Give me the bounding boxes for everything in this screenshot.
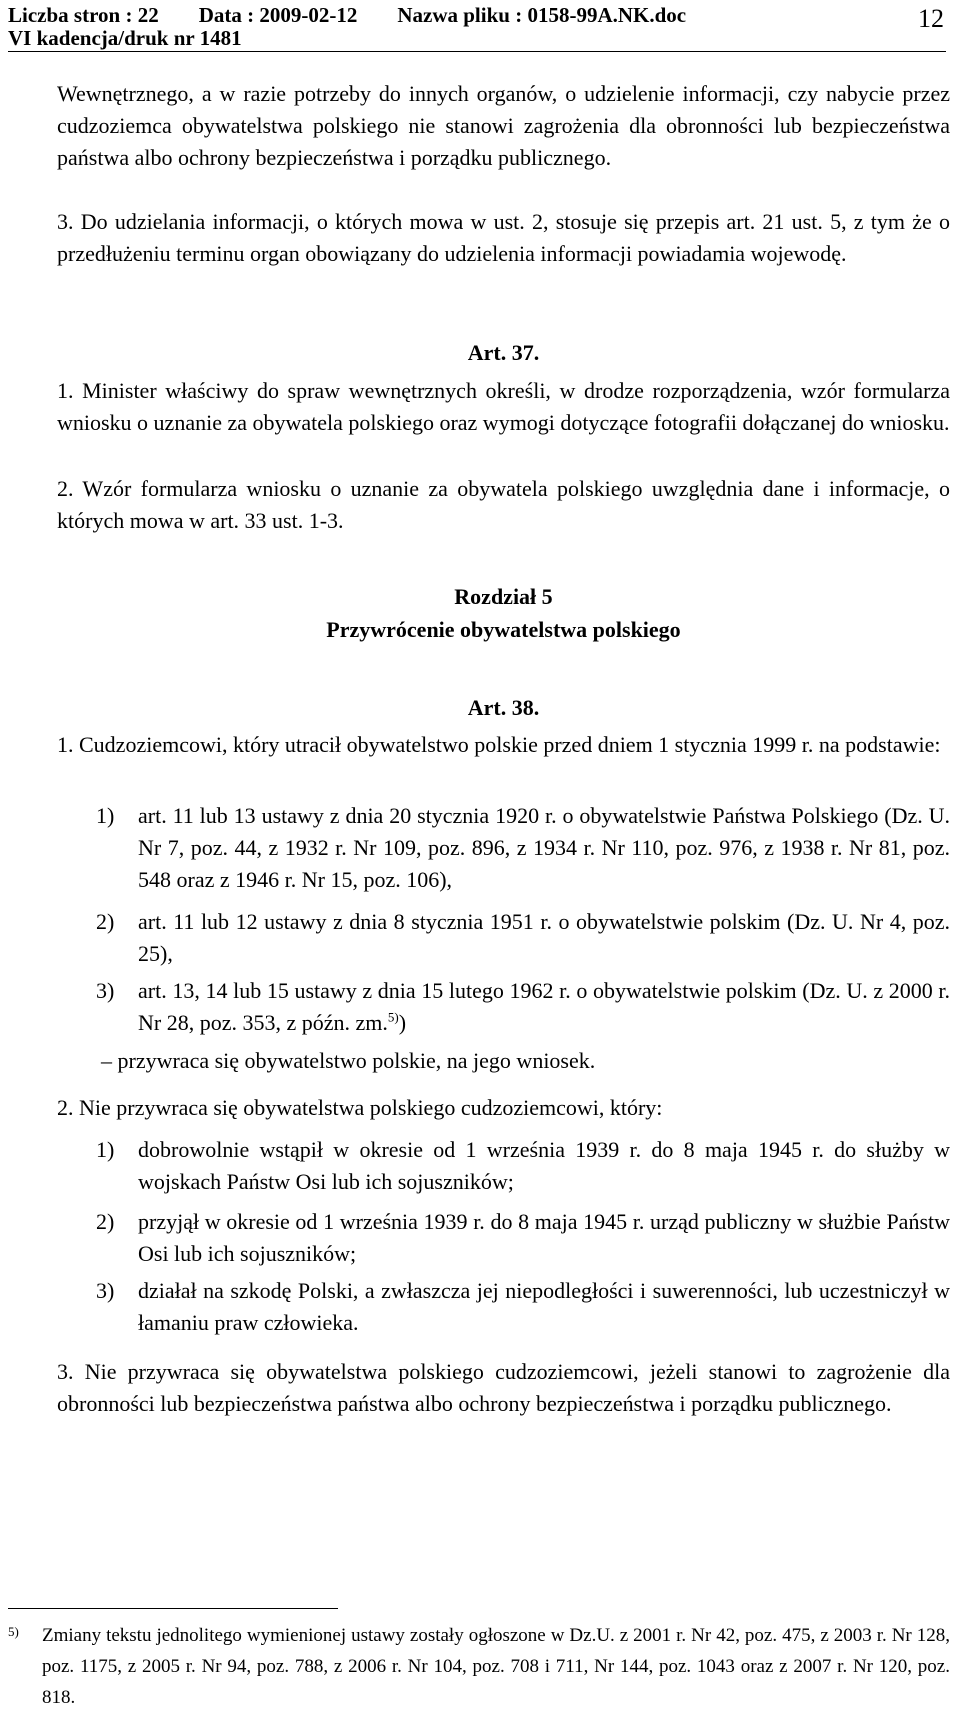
list-item-number: 3) xyxy=(96,978,115,1003)
header-page-count: Liczba stron : 22 xyxy=(8,3,159,27)
list-item-text: art. 11 lub 12 ustawy z dnia 8 stycznia 1951 r. o obywatelstwie polskim (Dz. U. Nr 4, poz. 25), xyxy=(138,909,950,966)
list-item xyxy=(96,1134,950,1198)
article-37-heading: Art. 37. xyxy=(467,340,540,365)
footnote xyxy=(8,1620,950,1713)
footnote-reference: 5) xyxy=(387,1009,399,1025)
article-38-heading: Art. 38. xyxy=(467,695,540,720)
chapter-title: Rozdział 5 xyxy=(454,584,553,609)
list-item xyxy=(96,1206,950,1270)
header-meta xyxy=(8,3,686,28)
list-item-text: art. 11 lub 13 ustawy z dnia 20 stycznia 1920 r. o obywatelstwie Państwa Polskiego (Dz. U. Nr 7, poz. 44, z 1932 r. Nr 109, poz. 896, z 1934 r. Nr 110, poz. 976, z 1938 r. Nr 81, poz. 548 oraz z 1946 r. Nr 15, poz. 106), xyxy=(138,803,950,892)
header-filename: Nazwa pliku : 0158-99A.NK.doc xyxy=(397,3,687,27)
list-item-number: 3) xyxy=(96,1278,115,1303)
list-item-number: 1) xyxy=(96,1137,115,1162)
page-header xyxy=(0,0,960,50)
article-37-paragraph-2: 2. Wzór formularza wniosku o uznanie za obywatela polskiego uwzględnia dane i informacje, o których mowa w art. 33 ust. 1-3. xyxy=(57,476,950,533)
list-item-text: dobrowolnie wstąpił w okresie od 1 września 1939 r. do 8 maja 1945 r. do służby w wojskach Państw Osi lub ich sojuszników; xyxy=(138,1137,950,1194)
list-item-number: 2) xyxy=(96,909,115,934)
list-item-tail: ) xyxy=(398,1010,407,1035)
header-divider xyxy=(8,51,946,52)
list-item xyxy=(96,800,950,896)
chapter-subtitle: Przywrócenie obywatelstwa polskiego xyxy=(326,617,681,642)
list-item xyxy=(96,906,950,970)
header-cadence: VI kadencja/druk nr 1481 xyxy=(8,26,242,50)
list-item-number: 2) xyxy=(96,1209,115,1234)
list-item-text: przyjął w okresie od 1 września 1939 r. do 8 maja 1945 r. urząd publiczny w służbie Państw Osi lub ich sojuszników; xyxy=(138,1209,950,1266)
article-38-paragraph-1: 1. Cudzoziemcowi, który utracił obywatelstwo polskie przed dniem 1 stycznia 1999 r. na podstawie: xyxy=(57,732,941,757)
list-item-text-wrap xyxy=(96,975,950,1039)
footnote-mark: 5) xyxy=(8,1624,19,1639)
paragraph-3: 3. Do udzielania informacji, o których mowa w ust. 2, stosuje się przepis art. 21 ust. 5, z tym że o przedłużeniu terminu organ obowiązany do udzielenia informacji powiadamia wojewodę. xyxy=(57,209,950,266)
article-38-paragraph-3: 3. Nie przywraca się obywatelstwa polskiego cudzoziemcowi, jeżeli stanowi to zagrożenie dla obronności lub bezpieczeństwa państwa albo ochrony bezpieczeństwa i porządku publicznego. xyxy=(57,1359,950,1416)
header-date: Data : 2009-02-12 xyxy=(198,3,358,27)
footnote-divider xyxy=(8,1608,338,1609)
list-item-text: działał na szkodę Polski, a zwłaszcza jej niepodległości i suwerenności, lub uczestniczył w łamaniu praw człowieka. xyxy=(138,1278,950,1335)
list-item xyxy=(96,975,950,1039)
list-item-text: art. 13, 14 lub 15 ustawy z dnia 15 lutego 1962 r. o obywatelstwie polskim (Dz. U. z 2000 r. Nr 28, poz. 353, z późn. zm. xyxy=(138,978,950,1035)
page-number: 12 xyxy=(918,4,944,33)
article-37-paragraph-1: 1. Minister właściwy do spraw wewnętrznych określi, w drodze rozporządzenia, wzór formularza wniosku o uznanie za obywatela polskiego oraz wymogi dotyczące fotografii dołączanej do wniosku. xyxy=(57,378,950,435)
paragraph-continuation: Wewnętrznego, a w razie potrzeby do innych organów, o udzielenie informacji, czy nabycie przez cudzoziemca obywatelstwa polskiego nie stanowi zagrożenia dla obronności lub bezpieczeństwa państwa albo ochrony bezpieczeństwa i porządku publicznego. xyxy=(57,81,950,170)
conclusion-text: – przywraca się obywatelstwo polskie, na jego wniosek. xyxy=(101,1048,596,1073)
list-item-number: 1) xyxy=(96,803,115,828)
footnote-text: Zmiany tekstu jednolitego wymienionej ustawy zostały ogłoszone w Dz.U. z 2001 r. Nr 42, poz. 475, z 2003 r. Nr 128, poz. 1175, z 2005 r. Nr 94, poz. 788, z 2006 r. Nr 104, poz. 708 i 711, Nr 144, poz. 1043 oraz z 2007 r. Nr 120, poz. 818. xyxy=(42,1625,950,1708)
article-38-paragraph-2: 2. Nie przywraca się obywatelstwa polskiego cudzoziemcowi, który: xyxy=(57,1095,663,1120)
article-38-conclusion xyxy=(57,1045,950,1077)
list-item xyxy=(96,1275,950,1339)
